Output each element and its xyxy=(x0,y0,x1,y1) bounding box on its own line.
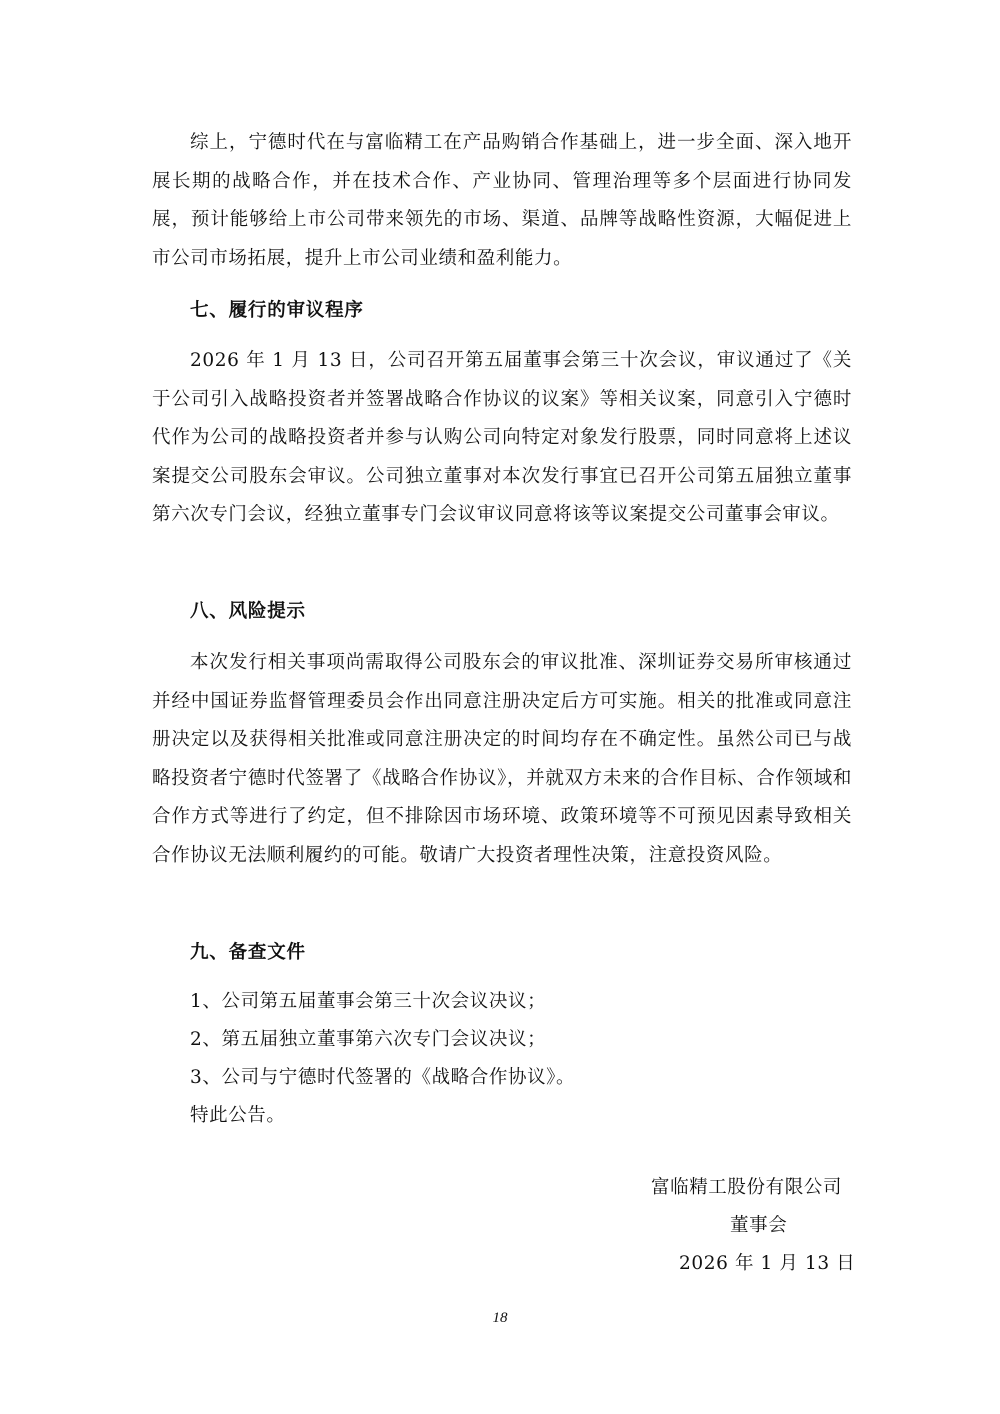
heading-risk-notice: 八、风险提示 xyxy=(190,601,306,622)
summary-paragraph: 综上，宁德时代在与富临精工在产品购销合作基础上，进一步全面、深入地开展长期的战略合作，并在技术合作、产业协同、管理治理等多个层面进行协同发展，预计能够给上市公司带来领先的市场、渠道、品牌等战略性资源，大幅促进上市公司市场拓展，提升上市公司业绩和盈利能力。 xyxy=(152,132,852,269)
signature-date: 2026 年 1 月 13 日 xyxy=(679,1253,856,1274)
reference-item: 3、公司与宁德时代签署的《战略合作协议》。 xyxy=(190,1067,576,1088)
review-paragraph: 2026 年 1 月 13 日，公司召开第五届董事会第三十次会议，审议通过了《关于公司引入战略投资者并签署战略合作协议的议案》等相关议案，同意引入宁德时代作为公司的战略投资者并参与认购公司向特定对象发行股票，同时同意将上述议案提交公司股东会审议。公司独立董事对本次发行事宜已召开公司第五届独立董事第六次专门会议，经独立董事专门会议审议同意将该等议案提交公司董事会审议。 xyxy=(152,350,852,525)
reference-item: 2、第五届独立董事第六次专门会议决议； xyxy=(190,1029,547,1050)
page-number: 18 xyxy=(492,1310,508,1326)
signature-board: 董事会 xyxy=(730,1215,788,1236)
heading-review-procedure: 七、履行的审议程序 xyxy=(190,300,364,321)
risk-paragraph: 本次发行相关事项尚需取得公司股东会的审议批准、深圳证券交易所审核通过并经中国证券监督管理委员会作出同意注册决定后方可实施。相关的批准或同意注册决定以及获得相关批准或同意注册决定的时间均存在不确定性。虽然公司已与战略投资者宁德时代签署了《战略合作协议》，并就双方未来的合作目标、合作领域和合作方式等进行了约定，但不排除因市场环境、政策环境等不可预见因素导致相关合作协议无法顺利履约的可能。敬请广大投资者理性决策，注意投资风险。 xyxy=(152,652,852,866)
signature-company: 富临精工股份有限公司 xyxy=(651,1177,843,1198)
reference-item: 1、公司第五届董事会第三十次会议决议； xyxy=(190,991,547,1012)
heading-reference-docs: 九、备查文件 xyxy=(190,942,306,963)
closing-text: 特此公告。 xyxy=(190,1105,286,1126)
